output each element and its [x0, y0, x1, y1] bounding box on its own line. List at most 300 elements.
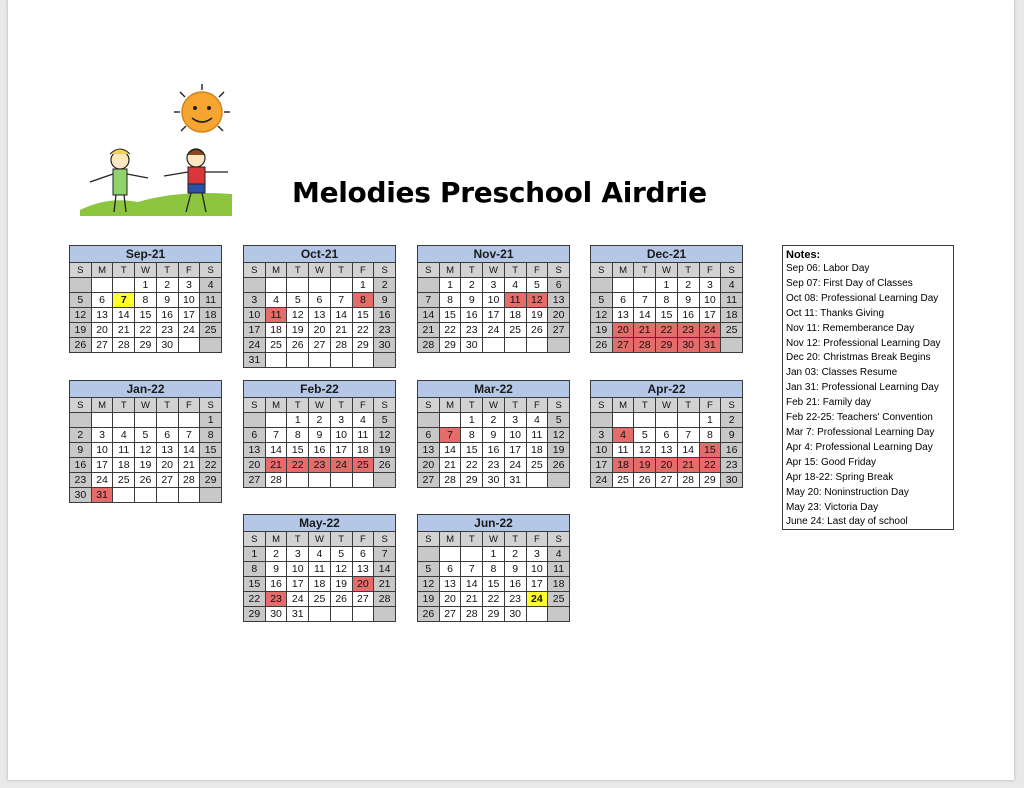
week-row [591, 473, 743, 488]
weekday-header: F [526, 398, 548, 413]
day-cell: 27 [656, 473, 678, 488]
weekday-header: M [265, 263, 287, 278]
day-cell: 23 [504, 592, 526, 607]
day-cell: 12 [548, 428, 570, 443]
week-row [418, 592, 570, 607]
month-calendar-apr-22 [590, 380, 743, 488]
weekday-header: T [287, 398, 309, 413]
day-cell: 21 [461, 592, 483, 607]
week-row [418, 562, 570, 577]
day-cell: 3 [330, 413, 352, 428]
day-cell: 1 [200, 413, 222, 428]
day-cell [721, 338, 743, 353]
weekday-header: W [309, 263, 331, 278]
weekday-header: S [244, 398, 266, 413]
day-cell: 17 [483, 308, 505, 323]
weekday-header: W [656, 263, 678, 278]
day-cell: 4 [309, 547, 331, 562]
day-cell: 20 [439, 592, 461, 607]
day-cell: 8 [439, 293, 461, 308]
week-row [418, 293, 570, 308]
day-cell: 15 [439, 308, 461, 323]
day-cell [91, 278, 113, 293]
weekday-header: T [461, 532, 483, 547]
day-cell: 17 [287, 577, 309, 592]
day-cell: 11 [200, 293, 222, 308]
day-cell: 1 [699, 413, 721, 428]
day-cell: 15 [699, 443, 721, 458]
weekday-header: W [483, 532, 505, 547]
day-cell: 23 [374, 323, 396, 338]
weekday-header: S [374, 398, 396, 413]
weekday-header: T [461, 398, 483, 413]
note-item: Jan 31: Professional Learning Day [786, 382, 939, 394]
weekday-header: W [135, 263, 157, 278]
day-cell: 22 [352, 323, 374, 338]
week-row [418, 458, 570, 473]
day-cell: 26 [330, 592, 352, 607]
day-cell: 20 [612, 323, 634, 338]
month-title: Sep-21 [70, 246, 222, 263]
weekday-header: T [287, 263, 309, 278]
notes-list [786, 262, 950, 530]
day-cell: 29 [461, 473, 483, 488]
day-cell [330, 353, 352, 368]
page-title: Melodies Preschool Airdrie [292, 176, 707, 209]
note-item: May 20: Noninstruction Day [786, 486, 909, 498]
day-cell [200, 488, 222, 503]
weekday-header: T [677, 398, 699, 413]
day-cell: 16 [70, 458, 92, 473]
week-row [70, 308, 222, 323]
day-cell: 18 [612, 458, 634, 473]
day-cell: 15 [352, 308, 374, 323]
day-cell: 1 [135, 278, 157, 293]
day-cell: 2 [309, 413, 331, 428]
day-cell [418, 278, 440, 293]
day-cell [135, 488, 157, 503]
note-item: June 24: Last day of school [786, 516, 908, 528]
day-cell: 2 [677, 278, 699, 293]
weekday-header: T [330, 398, 352, 413]
day-cell: 6 [612, 293, 634, 308]
day-cell [330, 278, 352, 293]
note-item: Jan 03: Classes Resume [786, 367, 898, 379]
day-cell: 2 [483, 413, 505, 428]
day-cell: 3 [91, 428, 113, 443]
day-cell: 12 [591, 308, 613, 323]
note-item: Apr 18-22: Spring Break [786, 471, 894, 483]
day-cell: 12 [374, 428, 396, 443]
day-cell: 10 [526, 562, 548, 577]
day-cell [439, 413, 461, 428]
week-row [244, 308, 396, 323]
day-cell: 29 [439, 338, 461, 353]
weekday-header: T [504, 398, 526, 413]
day-cell: 12 [526, 293, 548, 308]
weekday-header: T [330, 263, 352, 278]
day-cell: 10 [591, 443, 613, 458]
day-cell: 8 [200, 428, 222, 443]
day-cell: 1 [439, 278, 461, 293]
day-cell [309, 353, 331, 368]
day-cell [548, 473, 570, 488]
day-cell: 17 [699, 308, 721, 323]
note-item: Apr 15: Good Friday [786, 456, 877, 468]
day-cell: 23 [721, 458, 743, 473]
day-cell: 3 [178, 278, 200, 293]
weekday-header: S [374, 263, 396, 278]
day-cell: 18 [352, 443, 374, 458]
day-cell: 25 [548, 592, 570, 607]
week-row [591, 293, 743, 308]
weekday-header: T [634, 263, 656, 278]
day-cell: 28 [677, 473, 699, 488]
day-cell: 5 [418, 562, 440, 577]
day-cell [591, 413, 613, 428]
day-cell: 10 [287, 562, 309, 577]
week-row [244, 428, 396, 443]
day-cell: 6 [352, 547, 374, 562]
month-calendar-oct-21 [243, 245, 396, 368]
day-cell: 18 [548, 577, 570, 592]
day-cell [330, 473, 352, 488]
weekday-header: T [504, 532, 526, 547]
day-cell: 18 [526, 443, 548, 458]
week-row [244, 547, 396, 562]
month-title: May-22 [244, 515, 396, 532]
day-cell: 6 [244, 428, 266, 443]
weekday-header: S [70, 398, 92, 413]
day-cell: 20 [156, 458, 178, 473]
note-item: Sep 07: First Day of Classes [786, 277, 913, 289]
note-item: Feb 21: Family day [786, 397, 872, 409]
day-cell [352, 607, 374, 622]
day-cell: 24 [504, 458, 526, 473]
day-cell: 14 [113, 308, 135, 323]
day-cell: 10 [330, 428, 352, 443]
month-title: Mar-22 [418, 381, 570, 398]
day-cell: 22 [656, 323, 678, 338]
weekday-header: W [483, 398, 505, 413]
day-cell: 21 [418, 323, 440, 338]
weekday-header: F [699, 398, 721, 413]
day-cell: 15 [483, 577, 505, 592]
day-cell: 1 [656, 278, 678, 293]
day-cell: 19 [330, 577, 352, 592]
day-cell: 21 [330, 323, 352, 338]
weekday-header: W [309, 398, 331, 413]
day-cell [656, 413, 678, 428]
day-cell: 3 [504, 413, 526, 428]
day-cell: 9 [483, 428, 505, 443]
day-cell: 10 [699, 293, 721, 308]
week-row [418, 607, 570, 622]
day-cell: 18 [721, 308, 743, 323]
day-cell: 22 [699, 458, 721, 473]
day-cell [309, 278, 331, 293]
day-cell [418, 413, 440, 428]
note-item: Nov 12: Professional Learning Day [786, 337, 941, 349]
day-cell: 2 [265, 547, 287, 562]
day-cell: 22 [461, 458, 483, 473]
day-cell: 21 [178, 458, 200, 473]
month-title: Jun-22 [418, 515, 570, 532]
day-cell: 12 [135, 443, 157, 458]
day-cell: 16 [504, 577, 526, 592]
day-cell: 14 [265, 443, 287, 458]
weekday-header: M [91, 263, 113, 278]
day-cell: 16 [483, 443, 505, 458]
day-cell: 5 [591, 293, 613, 308]
day-cell: 13 [439, 577, 461, 592]
day-cell: 2 [721, 413, 743, 428]
day-cell: 17 [244, 323, 266, 338]
day-cell [287, 353, 309, 368]
day-cell: 11 [309, 562, 331, 577]
day-cell: 27 [548, 323, 570, 338]
day-cell: 26 [418, 607, 440, 622]
weekday-header: F [699, 263, 721, 278]
week-row [244, 353, 396, 368]
weekday-header: W [135, 398, 157, 413]
note-item: Sep 06: Labor Day [786, 263, 870, 274]
day-cell [178, 338, 200, 353]
day-cell: 28 [418, 338, 440, 353]
day-cell: 4 [200, 278, 222, 293]
day-cell: 9 [677, 293, 699, 308]
day-cell: 19 [548, 443, 570, 458]
month-title: Nov-21 [418, 246, 570, 263]
day-cell: 26 [526, 323, 548, 338]
day-cell: 19 [287, 323, 309, 338]
day-cell: 16 [721, 443, 743, 458]
weekday-header: W [309, 532, 331, 547]
day-cell: 27 [91, 338, 113, 353]
day-cell: 2 [504, 547, 526, 562]
day-cell: 3 [244, 293, 266, 308]
day-cell: 27 [612, 338, 634, 353]
day-cell [135, 413, 157, 428]
week-row [70, 458, 222, 473]
day-cell [352, 353, 374, 368]
day-cell: 17 [330, 443, 352, 458]
day-cell: 24 [591, 473, 613, 488]
day-cell [418, 547, 440, 562]
day-cell: 25 [612, 473, 634, 488]
day-cell: 28 [265, 473, 287, 488]
day-cell: 24 [91, 473, 113, 488]
weekday-header: F [352, 263, 374, 278]
weekday-header: M [439, 532, 461, 547]
day-cell: 19 [634, 458, 656, 473]
weekday-header: S [548, 263, 570, 278]
day-cell: 14 [677, 443, 699, 458]
day-cell: 12 [418, 577, 440, 592]
day-cell: 23 [70, 473, 92, 488]
day-cell: 26 [634, 473, 656, 488]
day-cell: 16 [677, 308, 699, 323]
day-cell: 24 [330, 458, 352, 473]
day-cell: 27 [309, 338, 331, 353]
day-cell: 3 [591, 428, 613, 443]
day-cell: 3 [483, 278, 505, 293]
day-cell [461, 547, 483, 562]
day-cell [265, 353, 287, 368]
weekday-header: S [200, 263, 222, 278]
day-cell: 27 [244, 473, 266, 488]
day-cell: 5 [634, 428, 656, 443]
day-cell [178, 413, 200, 428]
week-row [591, 308, 743, 323]
day-cell [374, 473, 396, 488]
day-cell: 23 [677, 323, 699, 338]
weekday-header: S [721, 263, 743, 278]
day-cell: 12 [70, 308, 92, 323]
day-cell: 31 [244, 353, 266, 368]
day-cell: 24 [526, 592, 548, 607]
day-cell: 29 [483, 607, 505, 622]
day-cell [504, 338, 526, 353]
day-cell: 24 [483, 323, 505, 338]
day-cell: 18 [200, 308, 222, 323]
day-cell [113, 488, 135, 503]
day-cell: 9 [265, 562, 287, 577]
day-cell: 4 [504, 278, 526, 293]
day-cell: 4 [721, 278, 743, 293]
day-cell: 28 [634, 338, 656, 353]
day-cell: 20 [656, 458, 678, 473]
day-cell: 31 [91, 488, 113, 503]
day-cell: 20 [244, 458, 266, 473]
week-row [244, 473, 396, 488]
week-row [418, 338, 570, 353]
weekday-header: T [330, 532, 352, 547]
day-cell: 3 [287, 547, 309, 562]
day-cell: 4 [265, 293, 287, 308]
week-row [591, 443, 743, 458]
day-cell: 8 [483, 562, 505, 577]
day-cell: 13 [548, 293, 570, 308]
day-cell: 17 [591, 458, 613, 473]
day-cell: 5 [374, 413, 396, 428]
week-row [70, 338, 222, 353]
day-cell: 23 [156, 323, 178, 338]
month-title: Dec-21 [591, 246, 743, 263]
day-cell: 19 [526, 308, 548, 323]
week-row [244, 562, 396, 577]
week-row [70, 443, 222, 458]
preschool-logo-image [78, 78, 234, 218]
weekday-header: T [504, 263, 526, 278]
day-cell: 2 [461, 278, 483, 293]
week-row [70, 323, 222, 338]
day-cell [439, 547, 461, 562]
day-cell: 15 [287, 443, 309, 458]
day-cell: 14 [330, 308, 352, 323]
day-cell: 10 [178, 293, 200, 308]
day-cell: 14 [418, 308, 440, 323]
day-cell: 20 [309, 323, 331, 338]
day-cell: 22 [135, 323, 157, 338]
day-cell: 13 [156, 443, 178, 458]
day-cell: 1 [461, 413, 483, 428]
document-page [8, 0, 1014, 780]
day-cell: 28 [461, 607, 483, 622]
day-cell: 15 [200, 443, 222, 458]
day-cell: 12 [634, 443, 656, 458]
month-title: Oct-21 [244, 246, 396, 263]
day-cell: 3 [526, 547, 548, 562]
week-row [70, 473, 222, 488]
day-cell [244, 278, 266, 293]
day-cell [91, 413, 113, 428]
day-cell: 6 [309, 293, 331, 308]
day-cell: 21 [677, 458, 699, 473]
day-cell: 7 [439, 428, 461, 443]
weekday-header: S [374, 532, 396, 547]
day-cell: 13 [418, 443, 440, 458]
day-cell: 7 [374, 547, 396, 562]
day-cell [374, 607, 396, 622]
day-cell: 23 [309, 458, 331, 473]
month-calendar-jan-22 [69, 380, 222, 503]
day-cell: 21 [634, 323, 656, 338]
day-cell: 26 [591, 338, 613, 353]
weekday-header: M [439, 263, 461, 278]
day-cell: 6 [439, 562, 461, 577]
day-cell [548, 607, 570, 622]
day-cell: 20 [418, 458, 440, 473]
week-row [244, 443, 396, 458]
day-cell: 9 [721, 428, 743, 443]
day-cell: 14 [374, 562, 396, 577]
day-cell: 7 [634, 293, 656, 308]
weekday-header: W [483, 263, 505, 278]
week-row [244, 577, 396, 592]
weekday-header: M [265, 398, 287, 413]
week-row [591, 278, 743, 293]
day-cell: 25 [265, 338, 287, 353]
weekday-header: S [548, 532, 570, 547]
day-cell: 13 [656, 443, 678, 458]
day-cell: 7 [330, 293, 352, 308]
day-cell: 31 [287, 607, 309, 622]
day-cell: 5 [287, 293, 309, 308]
day-cell: 1 [287, 413, 309, 428]
day-cell: 21 [265, 458, 287, 473]
day-cell: 9 [504, 562, 526, 577]
day-cell: 22 [244, 592, 266, 607]
week-row [70, 428, 222, 443]
day-cell: 22 [200, 458, 222, 473]
day-cell: 25 [113, 473, 135, 488]
day-cell: 26 [287, 338, 309, 353]
day-cell: 13 [612, 308, 634, 323]
week-row [70, 278, 222, 293]
day-cell: 16 [265, 577, 287, 592]
day-cell: 5 [548, 413, 570, 428]
day-cell: 1 [244, 547, 266, 562]
weekday-header: S [244, 532, 266, 547]
week-row [70, 488, 222, 503]
day-cell: 8 [656, 293, 678, 308]
weekday-header: S [591, 263, 613, 278]
day-cell [634, 413, 656, 428]
day-cell: 14 [461, 577, 483, 592]
month-calendar-mar-22 [417, 380, 570, 488]
day-cell: 31 [699, 338, 721, 353]
